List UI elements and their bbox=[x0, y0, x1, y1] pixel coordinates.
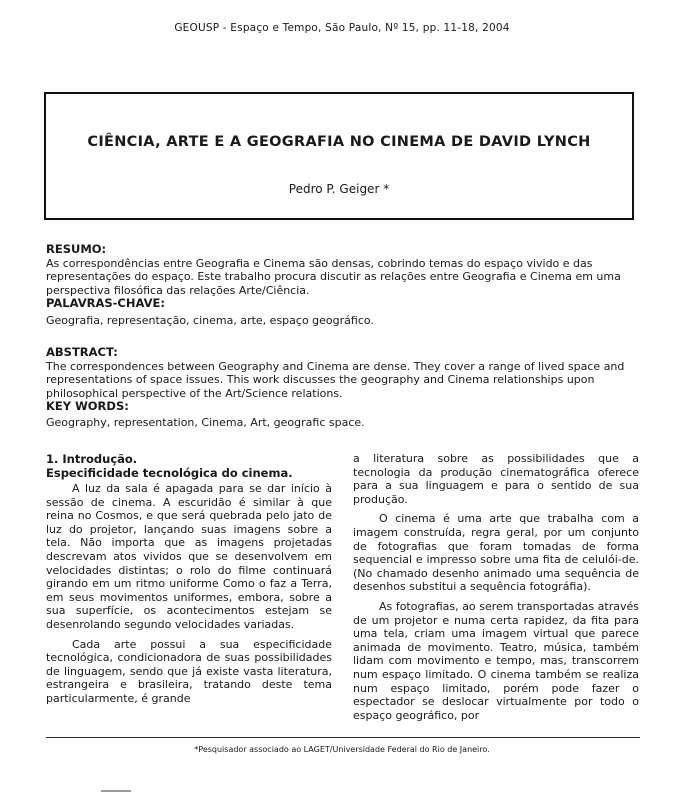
journal-header: GEOUSP - Espaço e Tempo, São Paulo, Nº 15, pp. 11-18, 2004 bbox=[174, 22, 510, 34]
key-words-heading: KEY WORDS: bbox=[46, 399, 129, 413]
palavras-chave-heading: PALAVRAS-CHAVE: bbox=[46, 296, 165, 310]
right-column bbox=[353, 452, 639, 728]
scan-mark bbox=[101, 790, 131, 792]
palavras-chave-text: Geografia, representação, cinema, arte, espaço geográfico. bbox=[46, 313, 374, 327]
paragraph: O cinema é uma arte que trabalha com a imagem construída, regra geral, por um conjunto de fotografias que foram tomadas de forma sequencial e impresso sobre uma fita de celulói-de. (No chamado desenho animado uma sequência de desenhos substitui a sequência fotográfia). bbox=[353, 512, 639, 594]
abstract-heading: ABSTRACT: bbox=[46, 345, 118, 359]
footnote: *Pesquisador associado ao LAGET/Universidade Federal do Rio de Janeiro. bbox=[194, 745, 490, 754]
resumo-section bbox=[46, 243, 640, 327]
key-words-text: Geography, representation, Cinema, Art, geografic space. bbox=[46, 415, 365, 429]
article-title: CIÊNCIA, ARTE E A GEOGRAFIA NO CINEMA DE DAVID LYNCH bbox=[87, 134, 591, 150]
left-column bbox=[46, 452, 332, 712]
abstract-text: The correspondences between Geography and Cinema are dense. They cover a range of lived space and representations of space issues. This work discusses the geography and Cinema relationships upon philosophical perspective of the Art/Science relations. bbox=[46, 359, 625, 400]
paragraph: Cada arte possui a sua especificidade tecnológica, condicionadora de suas possibilidades de linguagem, sendo que já existe vasta literatura, estrangeira e brasileira, tratando deste tema particularmente, é grande bbox=[46, 637, 332, 705]
paragraph: As fotografias, ao serem transportadas através de um projetor e numa certa rapidez, da fita para uma tela, criam uma imagem virtual que parece animada de movimento. Teatro, música, também lidam com movimento e tempo, mas, transcorrem num espaço limitado. O cinema também se realiza num espaço limitado, porém pode fazer o espectador se deslocar virtualmente por todo o espaço geográfico, por bbox=[353, 599, 639, 722]
author-name: Pedro P. Geiger * bbox=[288, 182, 390, 196]
section-heading: 1. Introdução. bbox=[46, 452, 138, 466]
abstract-section bbox=[46, 346, 640, 429]
section-subheading: Especificidade tecnológica do cinema. bbox=[46, 466, 293, 480]
resumo-text: As correspondências entre Geografia e Cinema são densas, cobrindo temas do espaço vivido e das representações do espaço. Este trabalho procura discutir as relações entre Geografia e Cinema em uma perspectiva filosófica das relações Arte/Ciência. bbox=[46, 256, 621, 297]
resumo-heading: RESUMO: bbox=[46, 242, 107, 256]
title-box bbox=[44, 92, 634, 220]
paragraph: a literatura sobre as possibilidades que a tecnologia da produção cinematográfica oferece para a sua linguagem e para o sentido de sua produção. bbox=[353, 452, 639, 506]
paragraph: A luz da sala é apagada para se dar início à sessão de cinema. A escuridão é similar à que reina no Cosmos, e que será quebrada pelo jato de luz do projetor, lançando suas imagens sobre a tela. Não importa que as imagens projetadas descrevam atos vividos que se desenvolvem em velocidades distintas; o rolo do filme continuará girando em um ritmo uniforme Como o faz a Terra, em seus movimentos uniformes, embora, sobre a sua superfície, os acontecimentos estejam se desenrolando segundo velocidades variadas. bbox=[46, 482, 332, 631]
footnote-divider bbox=[46, 737, 640, 738]
